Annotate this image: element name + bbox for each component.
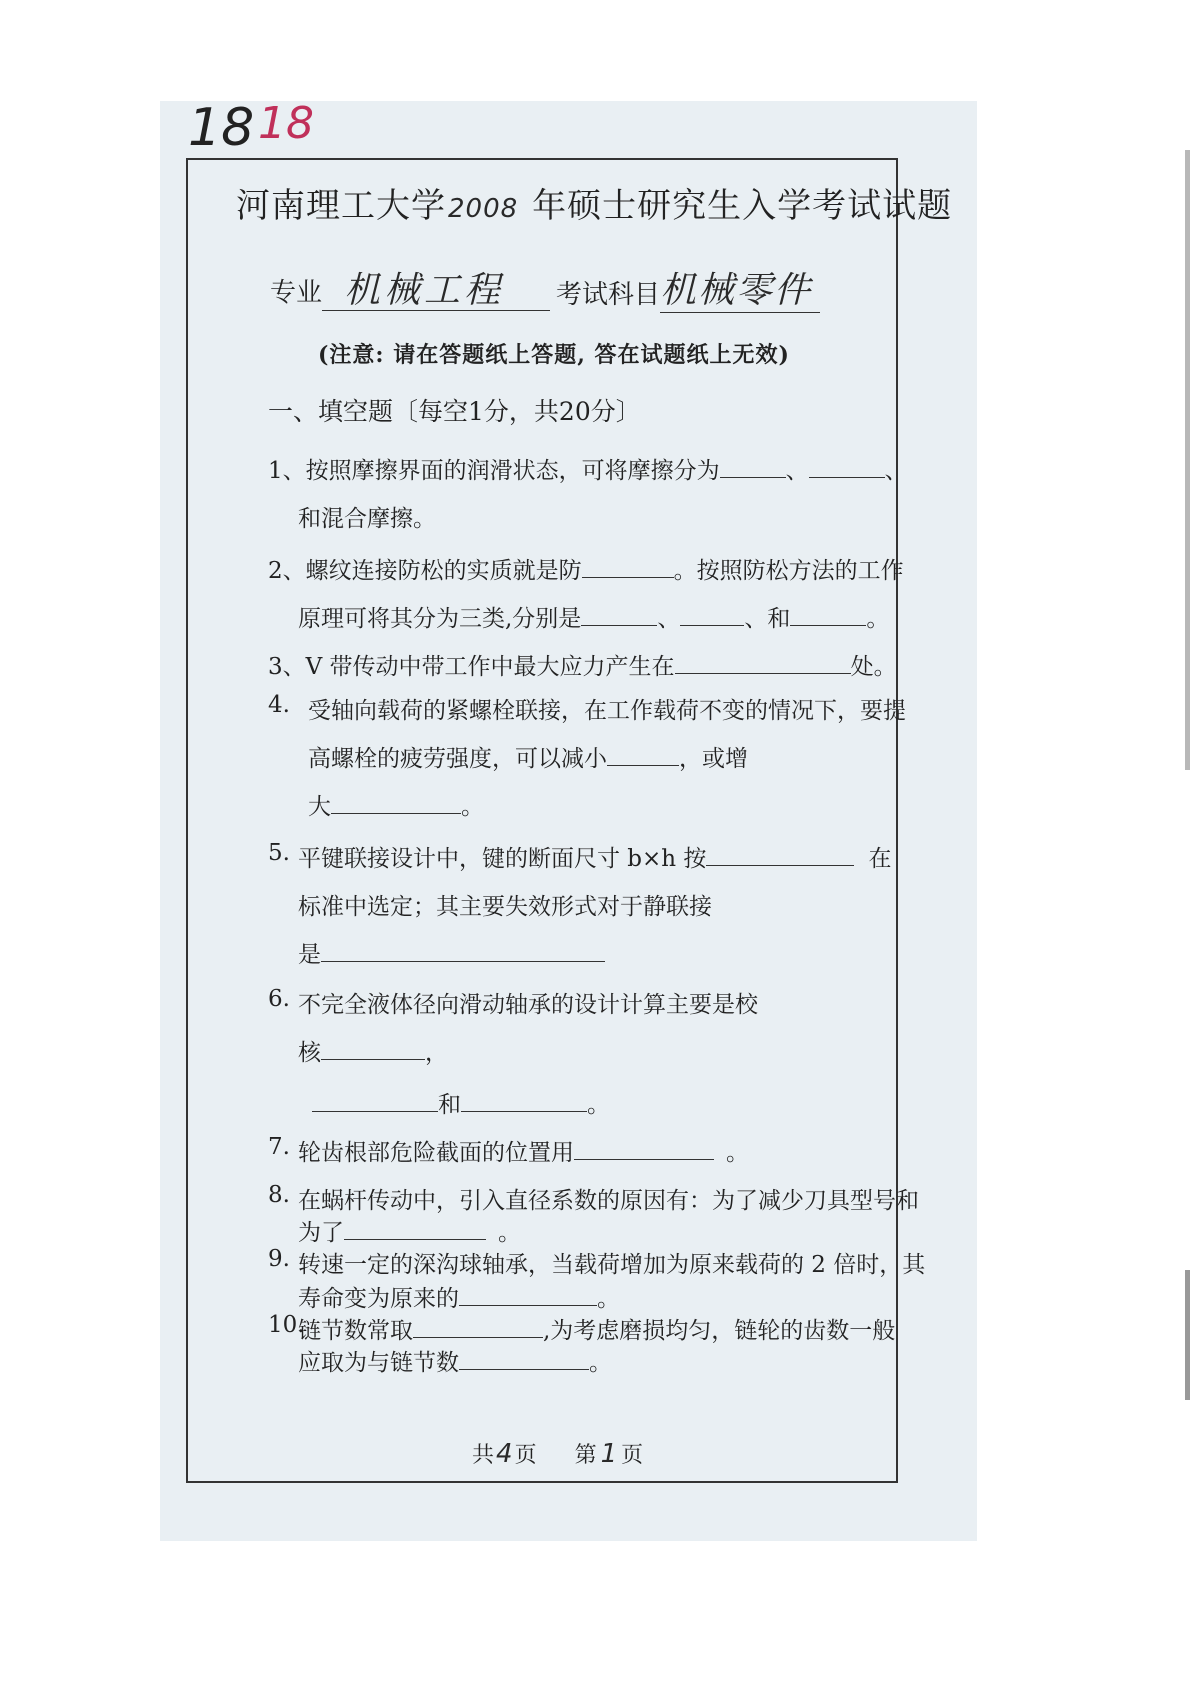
- question-9-number: 9.: [268, 1246, 290, 1272]
- question-2-cont: [298, 600, 889, 633]
- answer-blank: [574, 1137, 714, 1160]
- answer-blank: [607, 743, 679, 766]
- answer-blank: [344, 1217, 486, 1240]
- q1-separator: 、: [785, 458, 809, 484]
- question-8: 在蜗杆传动中，引入直径系数的原因有：为了减少刀具型号和: [298, 1188, 919, 1214]
- q6-comma: ，: [425, 1040, 448, 1066]
- question-5: [298, 840, 891, 873]
- page-footer: [472, 1438, 643, 1469]
- q10-end: 。: [589, 1350, 612, 1376]
- question-6-cont: [298, 1034, 448, 1067]
- question-6-cont2: [312, 1086, 610, 1119]
- subject-value: 机械零件: [660, 270, 813, 311]
- q4-end: 。: [461, 794, 484, 820]
- q8-end: 。: [498, 1220, 521, 1246]
- corner-mark-red: 18: [258, 98, 314, 149]
- q2-separator: 、和: [744, 606, 791, 632]
- q8-text-b: 为了: [298, 1220, 344, 1246]
- footer-total-label: 共: [472, 1443, 495, 1468]
- q5-text-b: 在: [868, 846, 892, 872]
- subject-label: 考试科目: [556, 280, 661, 310]
- exam-note: (注意: 请在答题纸上答题, 答在试题纸上无效): [318, 342, 790, 368]
- question-4-cont: [308, 740, 748, 773]
- question-6: 不完全液体径向滑动轴承的设计计算主要是校: [298, 992, 758, 1018]
- q2-end: 。: [866, 606, 890, 632]
- title-year: 2008: [448, 194, 519, 224]
- corner-mark: 18: [188, 98, 255, 158]
- answer-blank: [809, 455, 885, 478]
- answer-blank: [413, 1315, 543, 1338]
- answer-blank: [312, 1089, 438, 1112]
- footer-page-number: 1: [600, 1439, 618, 1469]
- question-4-cont2: [308, 788, 484, 821]
- answer-blank: [459, 1347, 589, 1370]
- title-rest: 年硕士研究生入学考试试题: [532, 186, 953, 226]
- q5-text-d: 是: [298, 942, 321, 968]
- major-value: 机械工程: [344, 270, 505, 311]
- q6-end: 。: [587, 1092, 610, 1118]
- question-4: 受轴向载荷的紧螺栓联接，在工作载荷不变的情况下，要提: [308, 698, 906, 724]
- q7-end: 。: [726, 1140, 749, 1166]
- q9-text-b: 寿命变为原来的: [298, 1286, 459, 1312]
- question-5-number: 5.: [268, 840, 290, 866]
- q2-text-c: 原理可将其分为三类,分别是: [298, 606, 582, 632]
- question-8-number: 8.: [268, 1182, 290, 1208]
- answer-blank: [461, 1089, 587, 1112]
- footer-page-label: 第: [574, 1443, 597, 1468]
- answer-blank: [321, 1037, 425, 1060]
- question-7: [298, 1134, 749, 1167]
- q10-text: 链节数常取: [298, 1318, 413, 1344]
- answer-blank: [582, 555, 674, 578]
- title-school: 河南理工大学: [236, 186, 446, 226]
- q10-text-c: 应取为与链节数: [298, 1350, 459, 1376]
- question-9: 转速一定的深沟球轴承，当载荷增加为原来载荷的 2 倍时，其: [298, 1252, 926, 1278]
- q4-text-c: ，或增: [679, 746, 748, 772]
- question-4-number: 4.: [268, 692, 290, 718]
- answer-blank: [581, 603, 657, 626]
- q6-text-d: 和: [438, 1092, 461, 1118]
- answer-blank: [680, 603, 744, 626]
- answer-blank: [706, 843, 854, 866]
- q2-text: 2、螺纹连接防松的实质就是防: [268, 558, 582, 584]
- q2-text-b: 。按照防松方法的工作: [673, 558, 904, 584]
- major-label: 专业: [270, 278, 323, 308]
- question-1: [268, 452, 908, 485]
- page-title: [236, 178, 952, 227]
- answer-blank: [321, 939, 605, 962]
- question-6-number: 6.: [268, 986, 290, 1012]
- answer-blank: [331, 791, 461, 814]
- scan-edge-artifact: [1185, 150, 1190, 770]
- question-8-cont: [298, 1214, 521, 1247]
- question-5-cont: 标准中选定；其主要失效形式对于静联接: [298, 894, 712, 920]
- q1-separator: 、: [884, 458, 908, 484]
- q7-text: 轮齿根部危险截面的位置用: [298, 1140, 574, 1166]
- footer-page-unit: 页: [621, 1443, 644, 1468]
- question-3: [268, 648, 897, 681]
- question-10-cont: [298, 1344, 612, 1377]
- q5-text: 平键联接设计中，键的断面尺寸 b×h 按: [298, 846, 707, 872]
- q4-text-b: 高螺栓的疲劳强度，可以减小: [308, 746, 607, 772]
- question-10: [298, 1312, 895, 1345]
- answer-blank: [675, 651, 851, 674]
- question-2: [268, 552, 904, 585]
- q2-separator: 、: [657, 606, 681, 632]
- q4-text-d: 大: [308, 794, 331, 820]
- question-1-cont: 和混合摩擦。: [298, 506, 436, 532]
- answer-blank: [459, 1283, 597, 1306]
- answer-blank: [720, 455, 786, 478]
- question-7-number: 7.: [268, 1134, 290, 1160]
- question-10-number: 10.: [268, 1312, 305, 1338]
- q10-text-b: ,为考虑磨损均匀，链轮的齿数一般: [543, 1318, 896, 1344]
- q3-text-b: 处。: [850, 654, 897, 680]
- q1-text: 1、按照摩擦界面的润滑状态，可将摩擦分为: [268, 458, 720, 484]
- footer-total-unit: 页: [514, 1443, 537, 1468]
- q3-text: 3、V 带传动中带工作中最大应力产生在: [268, 654, 675, 680]
- answer-blank: [790, 603, 866, 626]
- major-row: [270, 272, 322, 309]
- q9-end: 。: [597, 1286, 620, 1312]
- question-9-cont: [298, 1280, 620, 1313]
- footer-total-pages: 4: [496, 1439, 513, 1469]
- section-heading: 一、填空题〔每空1分，共20分〕: [268, 397, 641, 426]
- q6-text-b: 核: [298, 1040, 321, 1066]
- question-5-cont2: [298, 936, 605, 969]
- scan-edge-artifact: [1185, 1270, 1190, 1400]
